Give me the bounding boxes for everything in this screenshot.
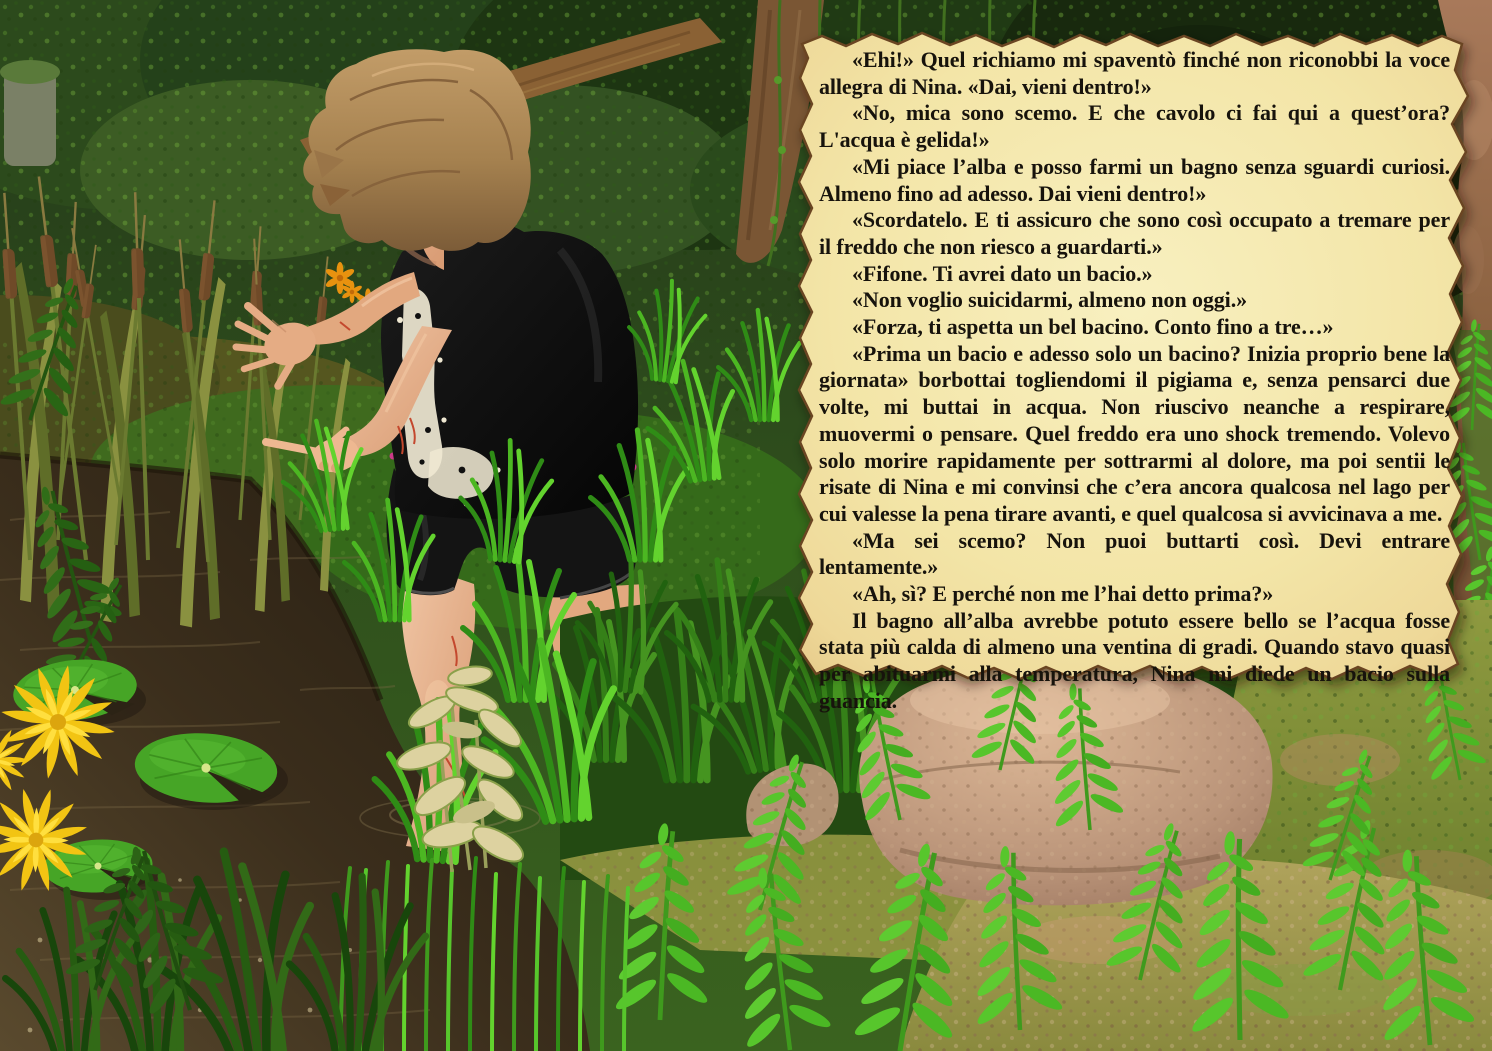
story-text — [819, 47, 1450, 713]
story-paragraph: Il bagno all’alba avrebbe potuto essere bello se l’acqua fosse stata più calda di almeno una ventina di gradi. Quando stavo quasi per abituarmi alla temperatura, Nina mi diede un bacio sulla guancia. — [819, 607, 1450, 713]
story-paragraph: «Ma sei scemo? Non puoi buttarti così. Devi entrare lentamente.» — [819, 527, 1450, 580]
story-paragraph: «Scordatelo. E ti assicuro che sono così occupato a tremare per il freddo che non riesco a guardarti.» — [819, 207, 1450, 259]
story-paragraph: «Prima un bacio e adesso solo un bacino? Inizia proprio bene la giornata» borbottai togliendomi il pigiama e, senza pensarci due volte, mi buttai in acqua. Non riuscivo neanche a respirare, muovermi o pensare. Quel freddo era uno shock tremendo. Volevo solo morire rapidamente per sottrarmi al dolore, ma poi sentii le risate di Nina e mi convinsi che c’era ancora qualcosa nel lago per cui valesse la pena tirare avanti, e quel qualcosa si avvicinava a me. — [819, 340, 1450, 526]
story-paragraph: «Ah, sì? E perché non me l’hai detto prima?» — [852, 581, 1274, 607]
story-paragraph: «No, mica sono scemo. E che cavolo ci fai qui a quest’ora? L'acqua è gelida!» — [819, 100, 1450, 153]
story-paragraph: «Forza, ti aspetta un bel bacino. Conto fino a tre…» — [852, 314, 1334, 340]
story-paragraph: «Fifone. Ti avrei dato un bacio.» — [852, 260, 1153, 286]
mossy-stone — [0, 60, 60, 166]
story-paragraph: «Non voglio suicidarmi, almeno non oggi.» — [852, 287, 1247, 313]
story-paragraph: «Mi piace l’alba e posso farmi un bagno senza sguardi curiosi. Almeno fino ad adesso. Dai vieni dentro!» — [819, 153, 1450, 206]
story-paragraph: «Ehi!» Quel richiamo mi spaventò finché non riconobbi la voce allegra di Nina. «Dai, vieni dentro!» — [819, 47, 1450, 99]
